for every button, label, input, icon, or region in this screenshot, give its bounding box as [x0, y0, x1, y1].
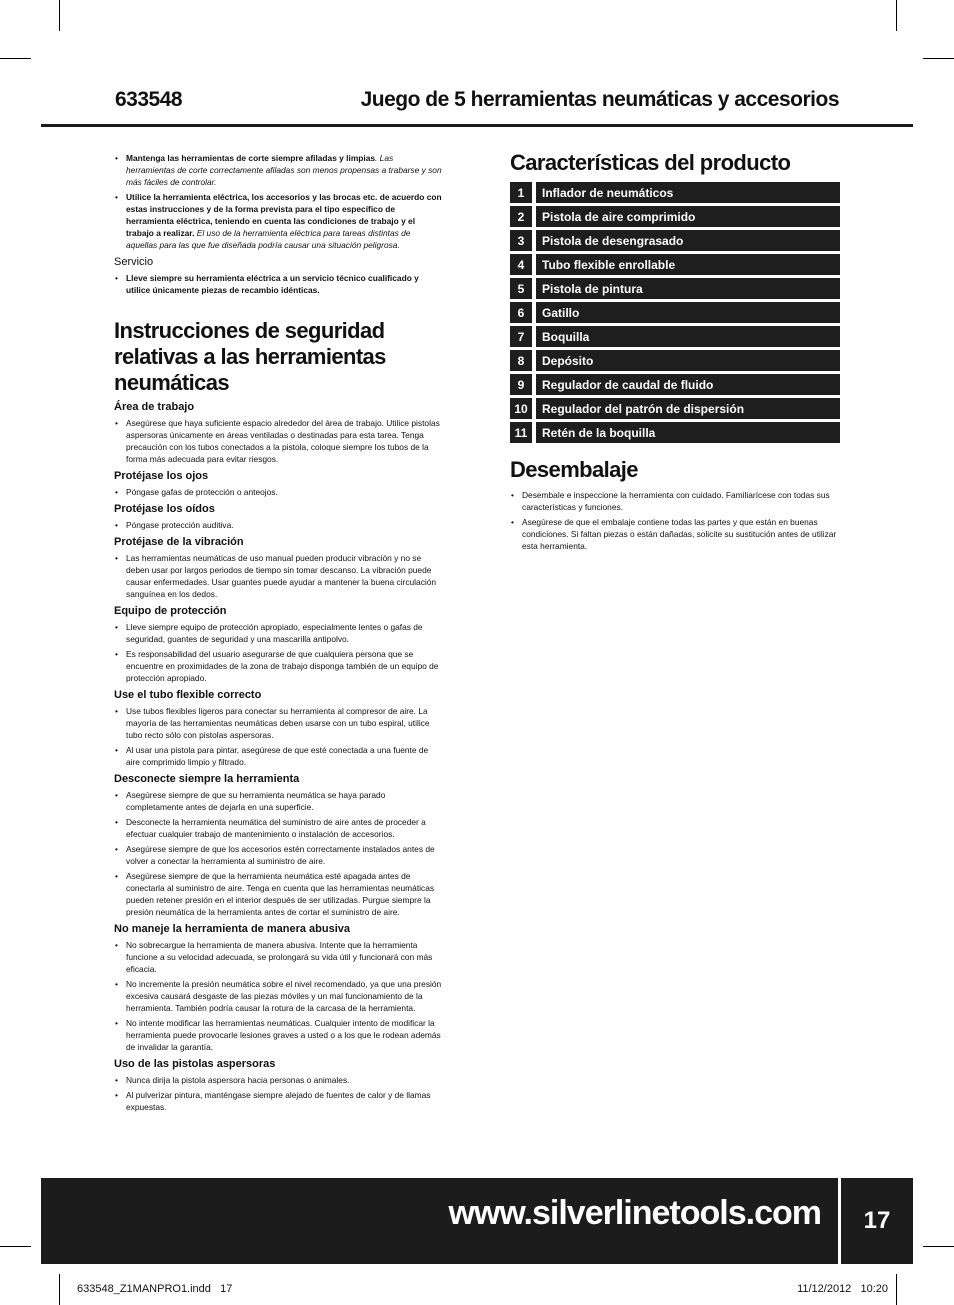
- bullet: •: [511, 517, 514, 527]
- bullet: •: [115, 979, 118, 989]
- section-list: [114, 519, 442, 531]
- bullet: •: [115, 273, 118, 283]
- feature-row: [510, 374, 840, 395]
- section-heading: Área de trabajo: [114, 401, 195, 413]
- section-heading: Desconecte siempre la herramienta: [114, 773, 300, 785]
- section-heading: Protéjase los oídos: [114, 503, 215, 515]
- section-heading: Use el tubo flexible correcto: [114, 689, 262, 701]
- servicio-list: [114, 272, 442, 296]
- list-item: [114, 486, 442, 498]
- bullet: •: [115, 844, 118, 854]
- feature-number: 6: [510, 302, 532, 323]
- bullet: •: [115, 153, 118, 163]
- item-bold-text: Utilice la herramienta eléctrica, los accesorios y las brocas etc. de acuerdo con estas instrucciones y de la forma prevista para el tipo específico de herramienta eléctrica, teniendo en cuenta las condiciones de trabajo y el trabajo a realizar.: [126, 192, 442, 238]
- bullet: •: [115, 940, 118, 950]
- features-heading: Características del producto: [510, 150, 791, 175]
- section-list: [114, 417, 442, 465]
- feature-label: Regulador del patrón de dispersión: [536, 398, 840, 419]
- product-code: 633548: [115, 88, 183, 111]
- list-item: [114, 870, 442, 918]
- date-slug: 11/12/2012 10:20: [797, 1283, 888, 1295]
- feature-row: [510, 278, 840, 299]
- item-text: Las herramientas neumáticas de uso manual pueden producir vibración y no se deben usar por largos periodos de tiempo sin tomar descanso. La vibración puede causar enfermedades. Usar guantes puede ayudar a mantener la buena circulación sanguínea en los dedos.: [126, 553, 437, 599]
- item-text: No intente modificar las herramientas neumáticas. Cualquier intento de modificar la herramienta puede provocarle lesiones graves a usted o a los que le rodean además de invalidar la garantía.: [126, 1018, 441, 1052]
- item-text: Asegúrese que haya suficiente espacio alrededor del área de trabajo. Utilice pistolas aspersoras únicamente en áreas ventiladas o destinadas para esta tarea. Tenga precaución con los tubos conectados a la pistola, coloque siempre los tubos de la forma más adecuada para evitar riesgos.: [126, 418, 440, 464]
- item-text: Use tubos flexibles ligeros para conectar su herramienta al compresor de aire. La mayoría de las herramientas neumáticas deben usarse con un tubo espiral, utilice tubo recto sólo con pistolas aspersoras.: [126, 706, 430, 740]
- feature-row: [510, 302, 840, 323]
- intro-list: [114, 152, 442, 251]
- crop-mark: [0, 58, 31, 59]
- bullet: •: [115, 1090, 118, 1100]
- bullet: •: [115, 1075, 118, 1085]
- list-item: [510, 516, 840, 552]
- list-item: [114, 519, 442, 531]
- list-item: [114, 789, 442, 813]
- bullet: •: [115, 649, 118, 659]
- item-text: Lleve siempre equipo de protección apropiado, especialmente lentes o gafas de seguridad, guantes de seguridad y una mascarilla antipolvo.: [126, 622, 423, 644]
- left-column: [114, 152, 442, 1116]
- feature-label: Regulador de caudal de fluido: [536, 374, 840, 395]
- unpack-list: [510, 489, 840, 552]
- section-heading: Equipo de protección: [114, 605, 227, 617]
- feature-row: [510, 350, 840, 371]
- section-list: [114, 486, 442, 498]
- feature-row: [510, 230, 840, 251]
- bullet: •: [115, 745, 118, 755]
- right-column: [510, 150, 840, 555]
- item-text: Póngase protección auditiva.: [126, 520, 234, 530]
- list-item: [114, 705, 442, 741]
- list-item: [114, 152, 442, 188]
- bullet: •: [511, 490, 514, 500]
- list-item: [114, 272, 442, 296]
- feature-label: Pistola de desengrasado: [536, 230, 840, 251]
- feature-row: [510, 422, 840, 443]
- feature-label: Depósito: [536, 350, 840, 371]
- feature-number: 5: [510, 278, 532, 299]
- list-item: [114, 1074, 442, 1086]
- file-slug: 633548_Z1MANPRO1.indd 17: [77, 1283, 233, 1295]
- feature-row: [510, 182, 840, 203]
- section-heading: Protéjase los ojos: [114, 470, 209, 482]
- feature-label: Retén de la boquilla: [536, 422, 840, 443]
- features-list: [510, 182, 840, 443]
- list-item: [510, 489, 840, 513]
- list-item: [114, 843, 442, 867]
- feature-number: 10: [510, 398, 532, 419]
- item-text: Lleve siempre su herramienta eléctrica a un servicio técnico cualificado y utilice únicamente piezas de recambio idénticas.: [126, 273, 419, 295]
- section-list: [114, 621, 442, 684]
- bullet: •: [115, 622, 118, 632]
- section-heading: No maneje la herramienta de manera abusiva: [114, 923, 350, 935]
- feature-row: [510, 254, 840, 275]
- item-italic-text: . Las herramientas de corte correctamente afiladas son menos propensas a trabarse y son más fáciles de controlar.: [126, 153, 442, 187]
- crop-mark: [896, 0, 897, 31]
- feature-label: Pistola de aire comprimido: [536, 206, 840, 227]
- bullet: •: [115, 790, 118, 800]
- item-text: Desembale e inspeccione la herramienta con cuidado. Familiarícese con todas sus características y funciones.: [522, 490, 830, 512]
- feature-row: [510, 326, 840, 347]
- list-item: [114, 648, 442, 684]
- list-item: [114, 744, 442, 768]
- feature-number: 4: [510, 254, 532, 275]
- item-text: Nunca dirija la pistola aspersora hacia personas o animales.: [126, 1075, 350, 1085]
- item-text: Al pulverizar pintura, manténgase siempre alejado de fuentes de calor y de llamas expuestas.: [126, 1090, 431, 1112]
- page-number: 17: [863, 1207, 891, 1234]
- feature-number: 1: [510, 182, 532, 203]
- list-item: [114, 939, 442, 975]
- feature-row: [510, 398, 840, 419]
- bullet: •: [115, 487, 118, 497]
- bullet: •: [115, 520, 118, 530]
- crop-mark: [59, 1274, 60, 1305]
- bullet: •: [115, 192, 118, 202]
- feature-number: 11: [510, 422, 532, 443]
- feature-row: [510, 206, 840, 227]
- list-item: [114, 1017, 442, 1053]
- item-text: Al usar una pistola para pintar, asegúrese de que esté conectada a una fuente de aire comprimido limpio y filtrado.: [126, 745, 429, 767]
- page-title: Juego de 5 herramientas neumáticas y accesorios: [360, 88, 839, 111]
- item-text: Asegúrese siempre de que la herramienta neumática esté apagada antes de conectarla al suministro de aire. Tenga en cuenta que las herramientas neumáticas pueden retener presión en el interior después de ser utilizadas. Purgue siempre la presión neumática de la herramienta antes de cortar el suministro de aire.: [126, 871, 435, 917]
- section-heading: Servicio: [114, 256, 154, 268]
- feature-number: 2: [510, 206, 532, 227]
- list-item: [114, 978, 442, 1014]
- bullet: •: [115, 871, 118, 881]
- item-italic-text: El uso de la herramienta eléctrica para tareas distintas de aquellas para las que fue diseñada podría causar una situación peligrosa.: [126, 228, 411, 250]
- unpack-heading: Desembalaje: [510, 457, 638, 482]
- item-text: Es responsabilidad del usuario asegurarse de que cualquiera persona que se encuentre en proximidades de la zona de trabajo disponga también de un equipo de protección apropiado.: [126, 649, 439, 683]
- list-item: [114, 816, 442, 840]
- section-title: Instrucciones de seguridad relativas a las herramientas neumáticas: [114, 318, 386, 395]
- section-heading: Uso de las pistolas aspersoras: [114, 1058, 276, 1070]
- feature-number: 8: [510, 350, 532, 371]
- item-text: Desconecte la herramienta neumática del suministro de aire antes de proceder a efectuar cualquier trabajo de mantenimiento o instalación de accesorios.: [126, 817, 426, 839]
- crop-mark: [59, 0, 60, 31]
- item-text: Póngase gafas de protección o anteojos.: [126, 487, 278, 497]
- feature-label: Inflador de neumáticos: [536, 182, 840, 203]
- bullet: •: [115, 553, 118, 563]
- feature-label: Tubo flexible enrollable: [536, 254, 840, 275]
- item-text: No incremente la presión neumática sobre el nivel recomendado, ya que una presión excesiva causará desgaste de las piezas móviles y un mal funcionamiento de la herramienta. También podría causar la rotura de la carcasa de la herramienta.: [126, 979, 442, 1013]
- bullet: •: [115, 817, 118, 827]
- website-link[interactable]: www.silverlinetools.com: [448, 1194, 821, 1232]
- feature-label: Gatillo: [536, 302, 840, 323]
- feature-number: 3: [510, 230, 532, 251]
- item-text: No sobrecargue la herramienta de manera abusiva. Intente que la herramienta funcione a su velocidad adecuada, se prolongará su vida útil y funcionará con más eficacia.: [126, 940, 433, 974]
- crop-mark: [0, 1246, 31, 1247]
- feature-label: Boquilla: [536, 326, 840, 347]
- item-text: Asegúrese siempre de que los accesorios estén correctamente instalados antes de volver a conectar la herramienta al suministro de aire.: [126, 844, 435, 866]
- crop-mark: [896, 1274, 897, 1305]
- bullet: •: [115, 1018, 118, 1028]
- crop-mark: [923, 58, 954, 59]
- section-list: [114, 552, 442, 600]
- list-item: [114, 552, 442, 600]
- feature-label: Pistola de pintura: [536, 278, 840, 299]
- section-list: [114, 939, 442, 1053]
- bullet: •: [115, 418, 118, 428]
- footer-bar: [41, 1178, 913, 1264]
- item-text: Asegúrese siempre de que su herramienta neumática se haya parado completamente antes de dejarla en una superficie.: [126, 790, 386, 812]
- list-item: [114, 191, 442, 251]
- feature-number: 9: [510, 374, 532, 395]
- list-item: [114, 417, 442, 465]
- section-list: [114, 789, 442, 918]
- safety-sections: [114, 401, 442, 1113]
- section-list: [114, 1074, 442, 1113]
- item-text: Asegúrese de que el embalaje contiene todas las partes y que están en buenas condiciones. Si faltan piezas o están dañadas, solicite su sustitución antes de utilizar esta herramienta.: [522, 517, 837, 551]
- feature-number: 7: [510, 326, 532, 347]
- crop-mark: [923, 1246, 954, 1247]
- section-list: [114, 705, 442, 768]
- item-bold-text: Mantenga las herramientas de corte siempre afiladas y limpias: [126, 153, 376, 163]
- list-item: [114, 1089, 442, 1113]
- bullet: •: [115, 706, 118, 716]
- section-heading: Protéjase de la vibración: [114, 536, 244, 548]
- list-item: [114, 621, 442, 645]
- page-header: [41, 86, 913, 127]
